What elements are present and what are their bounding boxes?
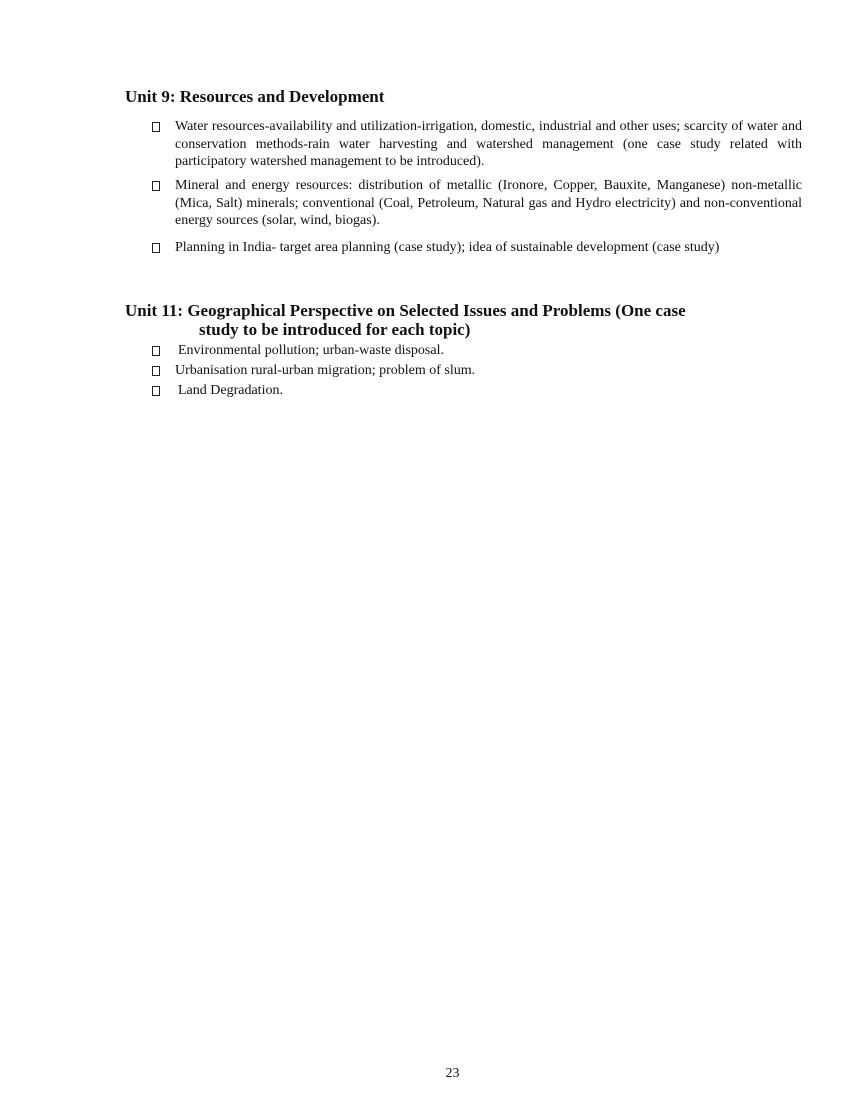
list-item-text: Land Degradation. (178, 383, 283, 398)
list-item-text: Urbanisation rural-urban migration; problem of slum. (175, 363, 476, 378)
bullet-icon (152, 386, 160, 396)
list-item (150, 118, 802, 177)
page-number: 23 (445, 1066, 460, 1081)
list-item (150, 362, 802, 382)
bullet-icon (152, 366, 160, 376)
list-item (150, 239, 802, 257)
list-item-text: Mineral and energy resources: distribution of metallic (Ironore, Copper, Bauxite, Manganese) non-metallic (Mica, Salt) minerals; conventional (Coal, Petroleum, Natural gas and Hydro electricity) and non-conventional energy sources (solar, wind, biogas). (175, 178, 802, 228)
unit-9-topic-list (150, 118, 802, 257)
bullet-icon (152, 346, 160, 356)
unit-11-heading (125, 301, 785, 339)
unit-11-heading-line-1: Unit 11: Geographical Perspective on Selected Issues and Problems (One case (125, 301, 686, 320)
list-item-text: Water resources-availability and utilization-irrigation, domestic, industrial and other uses; scarcity of water and conservation methods-rain water harvesting and watershed management (one case study related with participatory watershed management to be introduced). (175, 119, 802, 169)
unit-9-heading: Unit 9: Resources and Development (125, 87, 385, 106)
list-item (150, 177, 802, 239)
unit-11-heading-line-2: study to be introduced for each topic) (199, 320, 471, 339)
list-item-text: Planning in India- target area planning (case study); idea of sustainable development (case study) (175, 240, 720, 255)
bullet-icon (152, 243, 160, 253)
list-item (150, 342, 802, 362)
unit-11-topic-list (150, 342, 802, 402)
list-item (150, 382, 802, 402)
list-item-text: Environmental pollution; urban-waste disposal. (178, 343, 444, 358)
bullet-icon (152, 122, 160, 132)
bullet-icon (152, 181, 160, 191)
